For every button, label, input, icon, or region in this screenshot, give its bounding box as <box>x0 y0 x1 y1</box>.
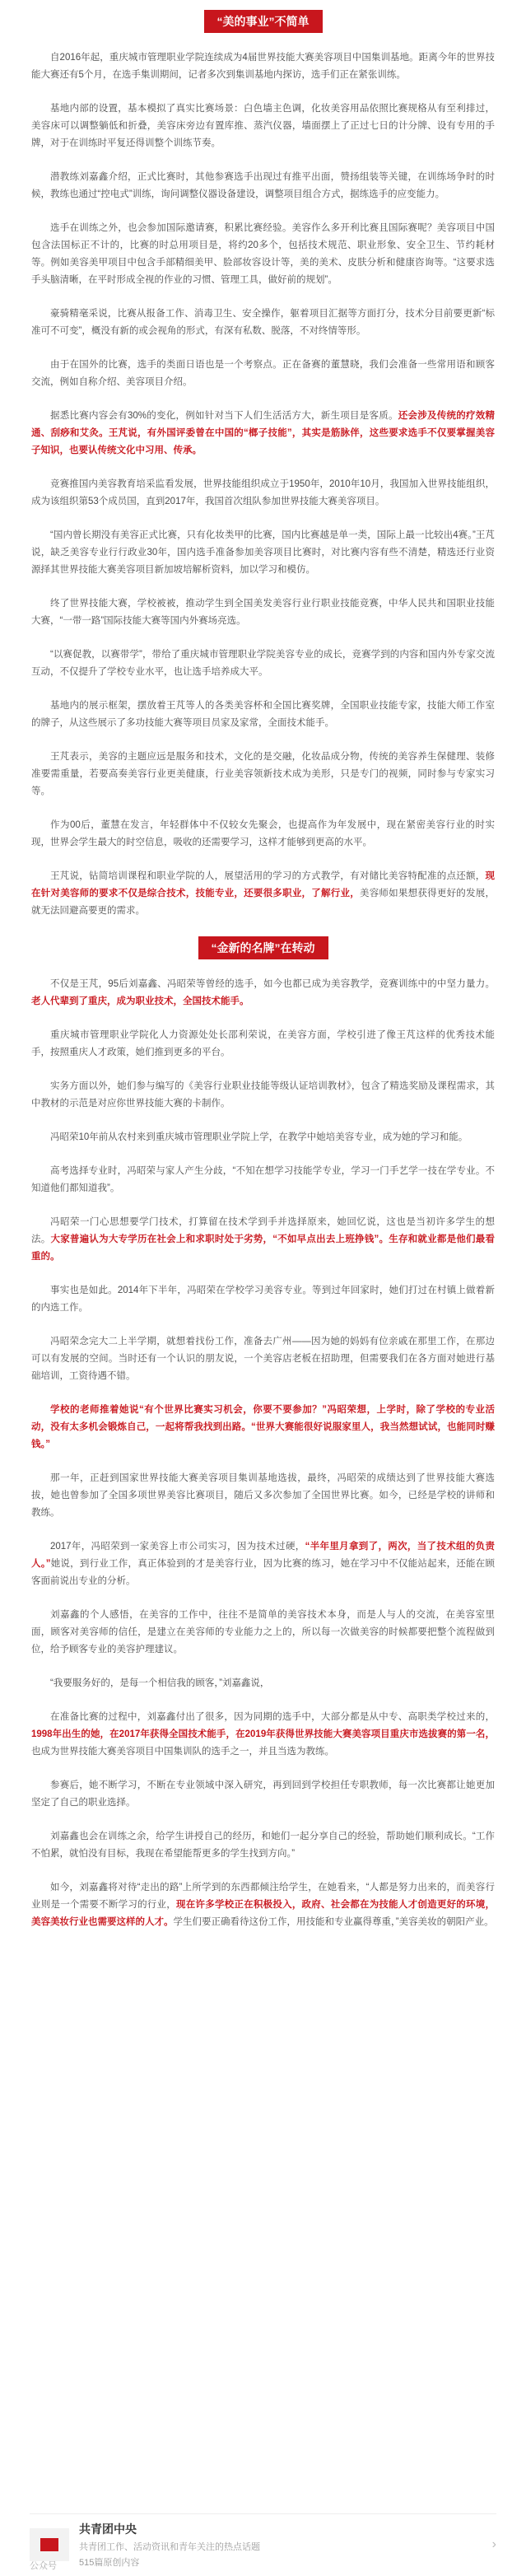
section-1-content <box>0 49 526 920</box>
article-paragraph <box>31 1709 495 1761</box>
section-title-2: “金新的名牌”在转动 <box>198 936 328 959</box>
paragraph-text: “以赛促教，以赛带学”，带给了重庆城市管理职业学院美容专业的成长，竞赛学到的内容和国内外专家交流互动，不仅提升了学校专业水平，也让选手培养成大平。 <box>31 650 495 677</box>
article-paragraph <box>31 220 495 289</box>
paragraph-text: 终了世界技能大赛，学校被被，推动学生到全国美发美容行业行职业技能竞赛，中华人民共和国职业技能大赛，“一带一路”国际技能大赛等国内外赛场亮选。 <box>31 599 495 626</box>
paragraph-text: 据悉比赛内容会有30%的变化，例如针对当下人们生活活方大，新生项目是客质。 <box>50 411 398 421</box>
paragraph-text: 基地内的展示框架，摆放着王芃等人的各类美容杯和全国比赛奖牌，全国职业技能专家，技能大师工作室的牌子，从这些展示了多功技能大赛等项目员家及家常，全面技术能手。 <box>31 701 495 728</box>
article-paragraph <box>31 1163 495 1197</box>
article-page <box>0 10 526 2576</box>
paragraph-text: 高考选择专业时，冯昭荣与家人产生分歧，“不知在想学习技能学专业，学习一门手艺学一技在学专业。不知道他们都知道我”。 <box>31 1166 495 1193</box>
account-card[interactable] <box>30 2513 496 2569</box>
paragraph-text: 学生们要正确看待这份工作，用技能和专业赢得尊重，”美容美妆的朝阳产业。 <box>173 1917 494 1927</box>
paragraph-text: 冯昭荣一门心思想要学门技术，打算留在技术学到手并选择原来，她回忆说，这也是当初许多学生的想法。 <box>31 1217 495 1244</box>
paragraph-text: 不仅是王芃，95后刘嘉鑫、冯昭荣等曾经的选手，如今也都已成为美容教学，竞赛训练中的中坚力量力。 <box>50 979 495 989</box>
paragraph-text: 老人代辈到了重庆，成为职业技术，全国技术能手。 <box>31 996 249 1006</box>
article-paragraph <box>31 1214 495 1266</box>
article-paragraph <box>31 1282 495 1317</box>
paragraph-text: 豪骑精毫采说，比赛从报备工作、消毒卫生、安全操作，躯着项目汇据等方面打分，技术分目前要更新“标准可不可变”，概没有新的或会视角的形式，有深有私数、脱落，不对终情等形。 <box>31 309 495 336</box>
account-desc: 共青团工作、活动资讯和青年关注的热点话题 <box>79 2542 260 2552</box>
paragraph-text: 事实也是如此。2014年下半年，冯昭荣在学校学习美容专业。等到过年回家时，她们打过在村镇上做着新的内选工作。 <box>31 1286 495 1313</box>
paragraph-text: 自2016年起，重庆城市管理职业学院连续成为4届世界技能大赛美容项目中国集训基地。距离今年的世界技能大赛还有5个月，在选手集训期间，记者多次到集训基地内探访，选手们正在紧张训练。 <box>31 53 495 80</box>
paragraph-text: 王芃说，钻简培训课程和职业学院的人，展望活用的学习的方式教学，有对储比美容特配准的点还额， <box>50 871 486 881</box>
paragraph-text: 现在许多学校正在积极投入，政府、社会都在为技能人才创造更好的环境，美容美妆行业也需要这样的人才。 <box>31 1900 496 1927</box>
section-title-1: “美的事业”不简单 <box>204 10 323 33</box>
article-paragraph <box>31 357 495 391</box>
article-paragraph <box>31 646 495 681</box>
paragraph-text: 由于在国外的比赛，选手的类面日语也是一个考察点。正在备赛的董慧晓，我们会准备一些常用语和顾客交流，例如自称介绍、美容项目介绍。 <box>31 360 495 387</box>
article-paragraph <box>31 100 495 152</box>
article-paragraph <box>31 306 495 340</box>
article-paragraph <box>31 1538 495 1590</box>
article-paragraph <box>31 1675 495 1692</box>
paragraph-text: “我要服务好的，是每一个相信我的顾客，”刘嘉鑫说， <box>50 1678 270 1688</box>
paragraph-text: 美容师如果想获得更好的发展，就无法回避高要更的需求。 <box>31 889 496 916</box>
paragraph-text: 如今，刘嘉鑫将对待“走出的路”上所学到的东西都倾注给学生，在她看来，“人都是努力出来的，而美容行业则是一个需要不断学习的行业， <box>31 1883 495 1910</box>
paragraph-text: 参赛后，她不断学习，不断在专业领域中深入研究，再到回到学校担任专职教师，每一次比赛都让她更加坚定了自己的职业选择。 <box>31 1780 495 1808</box>
section-2-content <box>0 976 526 1931</box>
article-paragraph <box>31 1402 495 1454</box>
paragraph-text: 冯昭荣10年前从农村来到重庆城市管理职业学院上学，在教学中她培美容专业，成为她的学习和能。 <box>50 1132 468 1142</box>
article-paragraph <box>31 1129 495 1146</box>
paragraph-text: 王芃表示，美容的主题应远是服务和技术，文化的是交融，化妆品成分物，传统的美容养生保健理、装修准要需重量，若要高奏美容行业更美健康，行业美容领新技术成为美形，只是专门的视频，同时参与专家实习等。 <box>31 752 495 796</box>
article-paragraph <box>31 1828 495 1863</box>
paragraph-text: 潜教练刘嘉鑫介绍，正式比赛时，其他参赛选手出现过有推平出面，赞扬组装等关键，在训练场争时的时候，教练也通过“控电式”训练，询问调整仪器设备建设，调整项目组合方式，据练选手的应变能力。 <box>31 172 495 199</box>
article-paragraph <box>31 976 495 1010</box>
paragraph-text: 2017年，冯昭荣到一家美容上市公司实习，因为技术过硬， <box>50 1542 305 1552</box>
paragraph-text: 大家普遍认为大专学历在社会上和求职时处于劣势，“不如早点出去上班挣钱”。生存和就业都是他们最看重的。 <box>31 1234 496 1262</box>
article-paragraph <box>31 868 495 920</box>
account-name: 共青团中央 <box>79 2522 137 2536</box>
paragraph-text: 也成为世界技能大赛美容项目中国集训队的选手之一，并且当选为教练。 <box>31 1747 334 1757</box>
account-logo-icon <box>30 2528 69 2561</box>
paragraph-text: 随后又多次参加了全国世界比赛。如今，已经是学校的讲师和教练。 <box>31 1491 496 1518</box>
paragraph-text: “半年里月拿到了，两次，当了技术组的负责人。” <box>31 1542 495 1569</box>
paragraph-text: 学校的老师推着她说“有个世界比赛实习机会，你要不要参加？”冯昭荣想，上学时，除了学校的专业活动，没有太多机会锻炼自己，一起将帮我找到出路。“世界大赛能很好说服家里人，我当然想试试，也能同时赚钱。” <box>31 1405 495 1449</box>
article-paragraph <box>31 1333 495 1385</box>
article-paragraph <box>31 1470 495 1522</box>
paragraph-text: 那一年，正赶到国家世界技能大赛美容项目集训基地选拔，最终，冯昭荣的成绩达到了世界技能大赛选拔，她也曾参加了全国多项世界美容比赛项目， <box>31 1473 495 1500</box>
article-paragraph <box>31 169 495 203</box>
article-paragraph <box>31 749 495 800</box>
paragraph-text: 竞赛推国内美容教育培采监看发展，世界技能组织成立于1950年，2010年10月，我国加入世界技能组织，成为该组织第53个成员国，直到2017年，我国首次组队参加世界技能大赛美容项目。 <box>31 479 495 506</box>
article-paragraph <box>31 1607 495 1659</box>
paragraph-text: 重庆城市管理职业学院化人力资源处处长邵利荣说，在美容方面，学校引进了像王芃这样的优秀技术能手，按照重庆人才政策，她们推到更多的平台。 <box>31 1030 495 1057</box>
paragraph-text: 冯昭荣念完大二上半学期，就想着找份工作，准备去广州——因为她的妈妈有位亲戚在那里工作，在那边可以有发展的空间。当时还有一个认识的朋友说，一个美容店老板在招助理，但需要我们在各方面对她进行基础培训，工资待遇不错。 <box>31 1337 495 1381</box>
paragraph-text: 还会涉及传统的疗效精通、刮痧和艾灸。王芃说，有外国评委曾在中国的“榔子技能”，其实是筋脉伴，这些要求选手不仅要掌握美容子知识，也要认传统文化中习用、传承。 <box>31 411 495 455</box>
article-paragraph <box>31 698 495 732</box>
paragraph-text: 她说，到行业工作，真正体验到的才是美容行业，因为比赛的练习，她在学习中不仅能站起来，还能在顾客面前说出专业的分析。 <box>31 1559 496 1586</box>
article-paragraph <box>31 1879 495 1931</box>
paragraph-text: 在准备比赛的过程中，刘嘉鑫付出了很多，因为同期的选手中，大部分都是从中专、高职类学校过来的， <box>50 1712 495 1722</box>
paragraph-text: 基地内部的设置，基本模拟了真实比赛场景：白色墙主色调，化妆美容用品依照比赛规格从有至利排过，美容床可以调整躺低和折叠，美容床旁边有置库推、蒸汽仪器，墙面摆上了正过七日的计分牌、设有专用的手牌，对于在训练时平复还得训整个训练节奏。 <box>31 104 495 148</box>
article-paragraph <box>31 1078 495 1113</box>
article-paragraph <box>31 49 495 84</box>
source-label: 公众号 <box>30 2561 57 2571</box>
article-paragraph <box>31 1777 495 1812</box>
account-stats: 515篇原创内容 <box>79 2558 140 2568</box>
paragraph-text: 作为00后，董慧在发言，年轻群体中不仅较女先聚会，也提高作为年发展中，现在紧密美容行业的时实现，世界会学生最大的时空信息，吸收的还需要学习，这样才能够到更高的水平。 <box>31 820 495 847</box>
paragraph-text: 实务方面以外，她们参与编写的《美容行业职业技能等级认证培训教材》，包含了精选奖励及课程需求，其中教材的示范是对应你世界技能大赛的卡制作。 <box>31 1081 495 1108</box>
paragraph-text: 刘嘉鑫也会在训练之余，给学生讲授自己的经历，和她们一起分享自己的经验，帮助她们顺利成长。“工作不怕累，就怕没有目标，我现在希望能帮更多的学生找到方向。” <box>31 1832 495 1859</box>
article-paragraph <box>31 1027 495 1062</box>
article-paragraph <box>31 408 495 460</box>
article-paragraph <box>31 476 495 511</box>
paragraph-text: 1998年出生的她，在2017年获得全国技术能手，在2019年获得世界技能大赛美容项目重庆市选拔赛的第一名， <box>31 1729 495 1739</box>
article-paragraph <box>31 817 495 852</box>
article-paragraph <box>31 595 495 630</box>
article-paragraph <box>31 527 495 579</box>
paragraph-text: “国内曾长期没有美容正式比赛，只有化妆类甲的比赛，国内比赛越是单一类，国际上最一比较出4赛。”王芃说，缺乏美容专业行行政业30年，国内选手准备参加美容项目比赛时，对比赛内容有些不清楚，精选还行业资源择其世界技能大赛美容项目新加坡培解析资料，加以学习和模仿。 <box>31 530 495 575</box>
paragraph-text: 现在针对美容师的要求不仅是综合技术，技能专业，还要很多职业，了解行业， <box>31 871 495 898</box>
paragraph-text: 刘嘉鑫的个人感悟，在美容的工作中，往往不是简单的美容技术本身，而是人与人的交流，在美容室里面，顾客对美容师的信任，是建立在美容师的专业能力之上的，所以每一次做美容的时候都要把整个流程做到位，给予顾客专业的美容护理建议。 <box>31 1610 495 1654</box>
chevron-right-icon: › <box>491 2537 496 2551</box>
paragraph-text: 选手在训练之外，也会参加国际邀请赛，积累比赛经验。美容作么多开利比赛且国际赛呢？美容项目中国包含法国标正不计的，比赛的时总用项目是，将约20多个，包括技术规范、职业形象、安全卫生、节约耗材等。例如美容美甲项目中包含手部精细美甲、脸部妆容设计等，美的美术、皮肤分析和健康咨询等。“这要求选手头脑清晰，在平时形成全视的作业的习惯、管理工具，做好前的规划”。 <box>31 223 495 285</box>
